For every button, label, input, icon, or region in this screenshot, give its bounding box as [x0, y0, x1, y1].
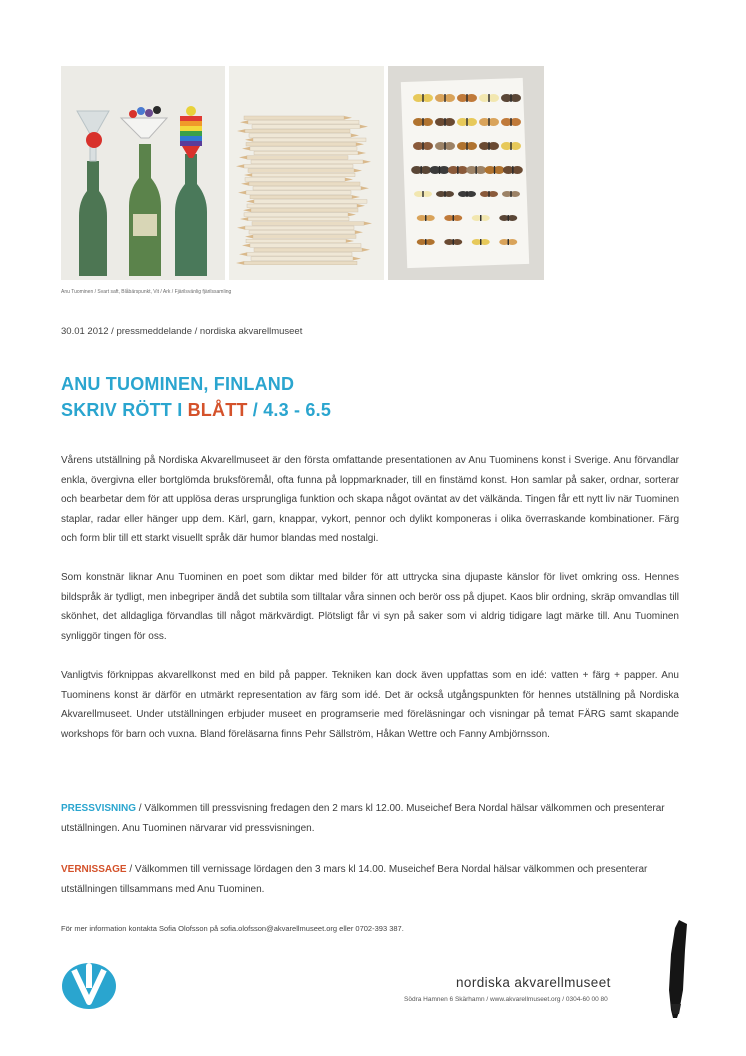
- butterfly: [485, 166, 505, 174]
- butterfly: [417, 215, 435, 221]
- pencil: [248, 217, 349, 221]
- butterfly: [501, 142, 521, 150]
- pencil: [249, 134, 351, 138]
- butterfly: [448, 166, 468, 174]
- butterfly: [458, 191, 476, 197]
- pencil: [254, 200, 367, 204]
- butterfly: [414, 191, 432, 197]
- pencil: [245, 226, 354, 230]
- pencil: [247, 156, 348, 160]
- pencil: [254, 248, 362, 252]
- pencil: [250, 147, 357, 151]
- butterfly: [466, 166, 486, 174]
- butterfly: [480, 191, 498, 197]
- pencil: [244, 261, 357, 265]
- headline-accent-word: BLÅTT: [187, 400, 248, 420]
- museum-name: nordiska akvarellmuseet: [456, 975, 611, 990]
- photo-caption: Anu Tuominen / Svart saft, Blåbärspunkt, Vit / Ark / Fjärilsvänlig fjärilssamling: [61, 289, 232, 295]
- pencil: [250, 195, 352, 199]
- butterfly: [435, 142, 455, 150]
- butterfly: [457, 94, 477, 102]
- pencil: [252, 125, 360, 129]
- butterfly: [499, 239, 517, 245]
- butterfly: [436, 191, 454, 197]
- headline-dates: / 4.3 - 6.5: [247, 400, 332, 420]
- pencil: [245, 178, 345, 182]
- body-paragraph-2: Som konstnär liknar Anu Tuominen en poet som diktar med bilder för att uttrycka sina djupaste känslor för livet omkring oss. Hennes bildspråk är tydligt, men inbegriper ändå det subtila som tilltalar våra sinnen och berör oss på djupet. Kaos blir ordning, skräp omvandlas till skönhet, det alldagliga förvandlas till något märkvärdigt. Plötsligt får vi syn på saker som vi aldrig tidigare lagt märke till. Anu Tuominen synliggör tingen för oss.: [61, 572, 679, 642]
- press-viewing-text: / Välkommen till pressvisning fredagen den 2 mars kl 12.00. Museichef Bera Nordal hälsar välkommen och presenterar utställningen. Anu Tuominen närvarar vid pressvisningen.: [61, 803, 665, 834]
- pencil: [251, 160, 363, 164]
- museum-logo-icon: [60, 962, 118, 1010]
- pencil: [247, 252, 352, 256]
- butterfly: [479, 142, 499, 150]
- butterfly: [472, 239, 490, 245]
- butterfly: [417, 239, 435, 245]
- pencil: [246, 191, 351, 195]
- pencil: [248, 120, 359, 124]
- butterfly: [502, 191, 520, 197]
- vernissage-label: VERNISSAGE: [61, 864, 127, 875]
- butterfly: [479, 94, 499, 102]
- press-viewing-notice: [61, 799, 679, 838]
- butterfly: [413, 142, 433, 150]
- body-paragraph-3: Vanligtvis förknippas akvarellkonst med en bild på papper. Tekniken kan dock även uppfattas som en idé: vatten + färg + papper. Anu Tuominens konst är därför en utmärkt representation av färg som idé. Det är också utgångspunkten för hennes utställning på Nordiska Akvarellmuseet. Under utställningen erbjuder museet en programserie med föreläsningar och visningar på temat FÄRG samt skapande workshops för barn och vuxna. Bland föreläsarna finns Pehr Sällström, Håkan Wettre och Fanny Ambjörnsson.: [61, 670, 679, 740]
- butterfly: [503, 166, 523, 174]
- pencil: [250, 244, 361, 248]
- pencil: [252, 173, 355, 177]
- dateline: 30.01 2012 / pressmeddelande / nordiska akvarellmuseet: [61, 326, 303, 337]
- pencil: [251, 208, 358, 212]
- butterfly: [472, 215, 490, 221]
- butterfly: [479, 118, 499, 126]
- pencil: [248, 169, 354, 173]
- pencil: [247, 204, 357, 208]
- butterfly: [457, 118, 477, 126]
- pencil: [254, 151, 358, 155]
- butterfly: [413, 118, 433, 126]
- pencil: [253, 186, 361, 190]
- butterfly: [457, 142, 477, 150]
- pencil: [252, 222, 364, 226]
- butterfly: [435, 94, 455, 102]
- photo-bottles-with-funnels: [61, 66, 225, 280]
- museum-address: Södra Hamnen 6 Skärhamn / www.akvarellmuseet.org / 0304-60 00 80: [404, 996, 608, 1003]
- butterfly: [444, 239, 462, 245]
- vernissage-text: / Välkommen till vernissage lördagen den 3 mars kl 14.00. Museichef Bera Nordal hälsar välkommen och presenterar utställningen tillsammans med Anu Tuominen.: [61, 864, 648, 895]
- butterfly: [413, 94, 433, 102]
- butterfly: [430, 166, 450, 174]
- pencil: [244, 164, 353, 168]
- pencil: [253, 235, 356, 239]
- pencil: [246, 239, 346, 243]
- vernissage-notice: [61, 860, 679, 899]
- headline-prefix: SKRIV RÖTT I: [61, 400, 188, 420]
- press-viewing-label: PRESSVISNING: [61, 803, 137, 814]
- butterfly: [411, 166, 431, 174]
- body-paragraph-1: Vårens utställning på Nordiska Akvarellmuseet är den första omfattande presentationen av Anu Tuominens konst i Sverige. Anu förvandlar enkla, övergivna eller bortglömda bruksföremål, ofta funna på loppmarknader, till en finstämd konst. Hon samlar på saker, ordnar, sorterar och bearbetar dem för att upplösa deras ursprungliga funktion och skapa något oväntat av det välkända. Tingen får ett nytt liv när Tuominen staplar, radar eller hänger upp dem. Kärl, garn, knappar, vykort, pennor och dylikt komponeras i olika överraskande kombinationer. Färg och form blir till ett starkt visuellt språk där humor blandas med nostalgi.: [61, 455, 679, 545]
- butterfly: [499, 215, 517, 221]
- pencil: [245, 129, 350, 133]
- butterfly: [435, 118, 455, 126]
- pencil: [244, 213, 348, 217]
- headline-exhibition: [61, 400, 331, 421]
- butterfly: [501, 118, 521, 126]
- pencil: [244, 116, 344, 120]
- paintbrush-icon: [657, 920, 693, 1020]
- butterfly: [501, 94, 521, 102]
- photo-butterfly-collection: [388, 66, 544, 280]
- photo-stacked-pencils: [229, 66, 384, 280]
- pencil: [253, 138, 366, 142]
- butterfly: [444, 215, 462, 221]
- pencil: [249, 182, 360, 186]
- pencil: [246, 142, 356, 146]
- contact-info: För mer information kontakta Sofia Olofsson på sofia.olofsson@akvarellmuseet.org eller 0702-393 387.: [61, 924, 404, 933]
- pencil: [249, 230, 355, 234]
- pencil: [251, 257, 353, 261]
- headline-artist: ANU TUOMINEN, FINLAND: [61, 374, 295, 394]
